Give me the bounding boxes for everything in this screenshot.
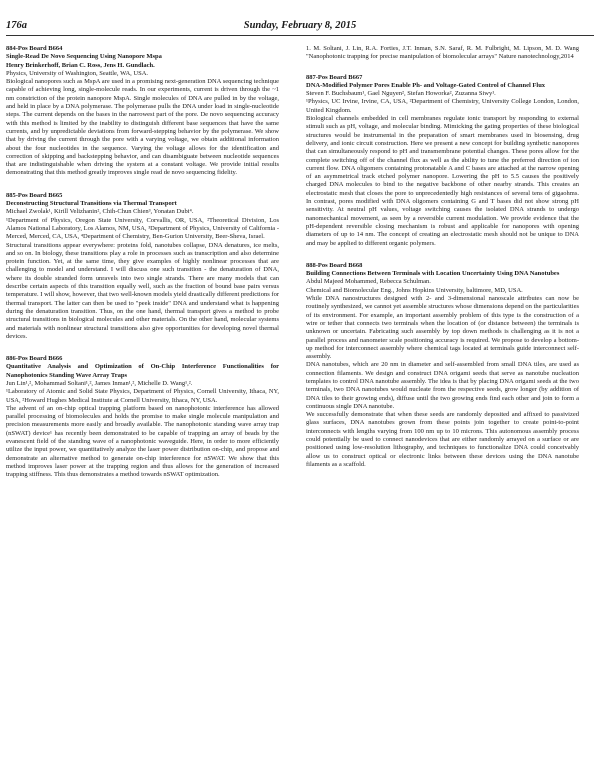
abstract-affiliations: Physics, University of Washington, Seattle, WA, USA. <box>6 69 149 77</box>
reference-block <box>306 45 579 62</box>
abstract-paragraph: Biological nanopores such as MspA are used in a promising next-generation DNA sequencing technique capable of achieving long, single-molecule reads. In our experiments, current is driven through the ~1 nm constriction of the protein nanopore MspA. Single molecules of DNA are pulled in by the voltage, and held in place by a DNA polymerase. The polymerase pulls the DNA under load in single-nucleotide steps. The current depends on the bases in the narrowest part of the pore. De novo sequencing accuracy with this method is limited by the inability to distinguish different base sequences that have the same currents, and by unpredictable deviations from forward-stepping behavior by the polymerase. We show that by driving the current through the pore with a varying voltage, we obtain additional information about the four nucleotides in the sequence. Varying the voltage allows for the identification and correction of skipping and backstepping behavior, and can disambiguate between nucleotide sequences that are indistinguishable when driving the system at a constant voltage. We provide initial results demonstrating that this method greatly improves single read de novo sequencing fidelity. <box>6 78 279 177</box>
abstract-title: Quantitative Analysis and Optimization of On-Chip Interference Functionalities for Nanophotonics Standing Wave Array Traps <box>6 363 279 379</box>
header-rule <box>6 35 594 36</box>
abstract-paragraph: Structural transitions appear everywhere: proteins fold, nanotubes collapse, DNA denatures, ice melts, and so on. In biology, these transitions play a role in processes such as transcription and also determine protein function. Yet, at the same time, they give examples of highly nonlinear processes that are challenging to model and understand. I will discuss one such transition - the denaturation of DNA, where its double stranded form unravels into two single strands. There are many models that can describe certain aspects of this transition equally well, such as the fraction of bound base pairs versus temperature. I will show, however, that two well-known models yield drastically different predictions for thermal transport. The latter can then be used to "peek inside" DNA and understand what is happening during the denaturation transition. Thus, on the one hand, thermal transport gives a method to probe structural transitions in biological molecules and other materials. On the other hand, molecular systems and materials with nonlinear structural transitions also give opportunities for developing novel thermal devices. <box>6 241 279 340</box>
right-column <box>306 45 579 483</box>
abstract-authors <box>6 380 279 388</box>
abstract-886 <box>6 355 279 479</box>
abstract-authors <box>306 90 579 98</box>
author-list: Henry Brinkerhoff, Brian C. Ross, Jens H. Gundlach. <box>6 61 155 69</box>
abstract-id: 888-Pos Board B668 <box>306 261 363 269</box>
author-list: Michael Zwolak¹, Kirill Velizhanin², Chih-Chun Chien³, Yonatan Dubi⁴. <box>6 208 194 216</box>
author-list: Jun Lin¹,², Mohammad Soltani¹,², James Inman¹,², Michelle D. Wang¹,². <box>6 379 193 387</box>
abstract-id: 884-Pos Board B664 <box>6 45 63 52</box>
abstract-887 <box>306 74 579 248</box>
abstract-body <box>6 242 279 342</box>
abstract-body <box>6 78 279 178</box>
abstract-title: Deconstructing Structural Transitions via Thermal Transport <box>6 200 177 208</box>
abstract-authors <box>6 62 279 70</box>
abstract-paragraph: DNA nanotubes, which are 20 nm in diameter and self-assembled from small DNA tiles, are used as connection filaments. We design and construct DNA origami seeds that serve as nanotube nucleation templates to control DNA nanotube assembly. The idea is that by placing DNA origami seeds at the two terminals, two DNA nanotubes would nucleate from the respective seeds, grow longer (by addition of DNA tiles to their growing ends), diffuse until the two growing ends find each other and join to form a continuous single DNA nanotube. <box>306 361 579 410</box>
abstract-title: Single-Read De Novo Sequencing Using Nanopore Mspa <box>6 53 162 61</box>
abstract-paragraph: We successfully demonstrate that when these seeds are randomly deposited and affixed to passivized glass surfaces, DNA nanotubes grown from these points join together to create point-to-point interconnects with lengths varying from 100 nm up to 10 microns. This autonomous assembly process could potentially be used to connect nanodevices that are either randomly arrayed on a surface or are positioned using low-resolution lithography, and techniques to functionalize DNA could conceivably allow us to construct optical or electronic links between these devices using the DNA nanotube filaments as a scaffold. <box>306 411 579 468</box>
abstract-884 <box>6 45 279 178</box>
abstract-paragraph: The advent of an on-chip optical trapping platform based on nanophotonic interference has allowed parallel processing of biomolecules and holds the promise to make single molecule manipulation and precision measurements more easily and broadly available. The nanophotonic standing wave array trap (nSWAT) device¹ has recently been demonstrated to be capable of trapping an array of beads by the evanescent field of the standing wave of a nanophotonic waveguide. Here, in order to more efficiently utilize the input power, we quantitatively analyze the laser power distribution on-chip, and propose and demonstrate an alternative method to generate on-chip interference for nSWAT. We show that this method improves laser power at the trapping region and thus allows for the generation of increased trapping stiffness. This thus demonstrates a method towards nSWAT optimization. <box>6 404 279 479</box>
author-list: Abdul Majeed Mohammed, Rebecca Schulman. <box>306 278 431 286</box>
abstract-888 <box>306 262 579 469</box>
abstract-body <box>6 405 279 480</box>
abstract-paragraph: Biological channels embedded in cell membranes regulate ionic transport by responding to external stimuli such as pH, voltage, and molecular binding. Mimicking the gating properties of these biological structures would be instrumental in the preparation of smart membranes used in biosensing, drug delivery, and ionic circuit construction. Here we present a new concept for building synthetic nanopores that can simultaneously respond to pH and transmembrane potential changes. These pores allow for the complete switching off of the channel flux as well as the ability to tune the preferred direction of ion current flow. DNA oligomers containing protonatable A and C bases are attached at the narrow opening of an asymmetrical track etched polymer nanopore. Lowering the pH to 5.5 causes the positively charged DNA molecules to bind to the negative backbone of other nearby strands. This creates an electrostatic mesh that closes the pore to unprecedentedly high resistances of several tens of gigaohms. In contrast, pores modified with DNA oligomers containing G and T bases did not show strong pH sensitivity. At neutral pH values, voltage switching causes the isolated DNA strands to undergo nanomechanical movement, as seen by a reversible current modulation. We provide evidence that the pH-dependent reversible closing mechanism is robust and applicable for nanopores with opening diameters of up to 14 nm. The concept of creating an electrostatic mesh should not be unique to DNA and may be applied to different organic polymers. <box>306 115 579 247</box>
abstract-id: 887-Pos Board B667 <box>306 73 363 81</box>
page-number: 176a <box>6 20 27 31</box>
page-header <box>6 20 594 36</box>
abstract-body <box>306 115 579 248</box>
page-date: Sunday, February 8, 2015 <box>243 20 357 31</box>
abstract-authors <box>6 208 279 216</box>
abstract-affiliations: Chemical and Biomolecular Eng., Johns Hopkins University, baltimore, MD, USA. <box>306 286 523 294</box>
abstract-body <box>306 295 579 469</box>
abstract-paragraph: While DNA nanostructures designed with 2- and 3-dimensional nanoscale attributes can now be routinely synthesized, we cannot yet assemble structures whose dimensions depend on the particularities of its environment. For example, an important assembly problem of this type is the construction of a wire or tether that connects two terminals when the location of (or distance between) the terminals is unknown or uncertain. Fabricating such assembly by top down methods is challenging as it is not a parallel process and nanometer scale positioning accuracy is required. We propose to develop a bottom-up method for interconnect assembly where chemical tags located at terminals guide interconnect self-assembly. <box>306 295 579 361</box>
reference-text: 1. M. Soltani, J. Lin, R.A. Forties, J.T. Inman, S.N. Saraf, R. M. Fulbright, M. Lipson, M. D. Wang "Nanophotonic trapping for precise manipulation of biomolecular arrays" Nature nanotechnology,2014 <box>306 45 579 61</box>
abstract-title: DNA-Modified Polymer Pores Enable Ph- and Voltage-Gated Control of Channel Flux <box>306 81 546 89</box>
abstract-title: Building Connections Between Terminals with Location Uncertainty Using DNA Nanotubes <box>306 270 560 278</box>
abstract-affiliations: ¹Laboratory of Atomic and Solid State Physics, Department of Physics, Cornell University, Ithaca, NY, USA, ²Howard Hughes Medical Institute at Cornell University, Ithaca, NY, USA. <box>6 388 279 404</box>
author-list: Steven F. Buchsbaum¹, Gael Nguyen², Stefan Howorka², Zuzanna Siwy¹. <box>306 90 496 98</box>
abstract-affiliations: ¹Physics, UC Irvine, Irvine, CA, USA, ²Department of Chemistry, University College London, London, United Kingdom. <box>306 98 579 114</box>
abstract-authors <box>306 278 579 286</box>
left-column <box>6 45 279 494</box>
abstract-885 <box>6 192 279 341</box>
abstract-affiliations: ¹Department of Physics, Oregon State University, Corvallis, OR, USA, ²Theoretical Division, Los Alamos National Laboratory, Los Alamos, NM, USA, ³Department of Physics, University of California - Merced, Merced, CA, USA, ⁴Department of Chemistry, Ben-Gurion University, Beer-Sheva, Israel. <box>6 216 279 241</box>
abstract-id: 886-Pos Board B666 <box>6 355 63 363</box>
abstract-id: 885-Pos Board B665 <box>6 191 63 199</box>
